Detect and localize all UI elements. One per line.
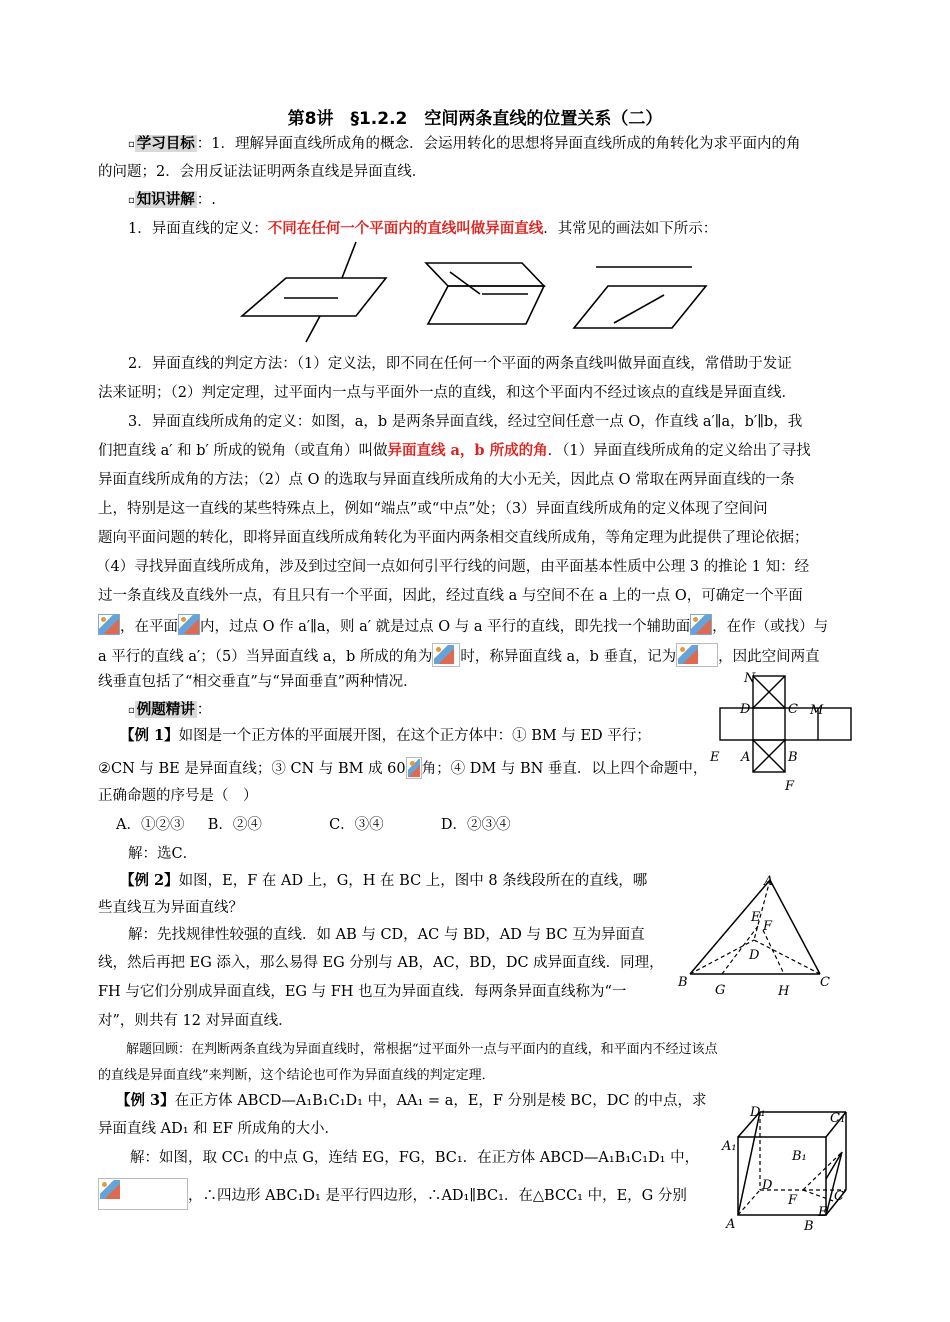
tetra-label-F: F — [763, 919, 773, 934]
cube-label-B1: B₁ — [792, 1149, 807, 1164]
tetra-label-B: B — [678, 975, 688, 990]
cube-figure — [716, 1102, 856, 1236]
judgement-line-2: 法来证明；（2）判定定理，过平面内一点与平面外一点的直线，和这个平面内不经过该点的直线是异面直线． — [98, 385, 796, 401]
net-label-N: N — [744, 671, 756, 686]
angle-def-line-1: 3．异面直线所成角的定义：如图，a，b 是两条异面直线，经过空间任意一点 O，作直线 a′∥a，b′∥b，我 — [128, 414, 803, 430]
skew-figure-1 — [242, 242, 386, 342]
angle-def-line-10: 线垂直包括了“相交垂直”与“异面垂直”两种情况． — [98, 674, 418, 690]
tetrahedron-figure — [672, 870, 842, 1000]
example-3-line-1: 【例 3】在正方体 ABCD—A₁B₁C₁D₁ 中，AA₁ = a，E，F 分别是棱 BC，DC 的中点，求 — [116, 1092, 707, 1109]
angle-def-line-9: a 平行的直线 a′；（5）当异面直线 a，b 所成的角为 时，称异面直线 a，b 垂直，记为 ，因此空间两直 — [98, 643, 820, 667]
missing-image-icon — [676, 643, 718, 667]
angle-def-line-3: 异面直线所成角的方法；（2）点 O 的选取与异面直线所成角的大小无关，因此点 O 常取在两异面直线的一条 — [98, 472, 795, 488]
example-2-line-1: 【例 2】如图，E，F 在 AD 上，G，H 在 BC 上，图中 8 条线段所在的直线，哪 — [120, 872, 648, 889]
example-1-options — [116, 815, 511, 835]
page-title: 第8讲 §1.2.2 空间两条直线的位置关系（二） — [287, 109, 663, 129]
example-2-line-4: 线，然后再把 EG 添入，那么易得 EG 分别与 AB，AC，BD，DC 成异面直线．同理， — [98, 955, 664, 971]
cube-label-A: A — [726, 1217, 736, 1232]
angle-def-line-8: ，在平面 内，过点 O 作 a′∥a，则 a′ 就是过点 O 与 a 平行的直线，即先找一个辅助面 ，在作（或找）与 — [98, 614, 828, 637]
cube-label-B: B — [804, 1219, 814, 1234]
cube-net-figure — [702, 668, 862, 798]
cube-label-D: D — [762, 1178, 773, 1193]
option-b: B．②④ — [207, 817, 262, 833]
skew-figure-3 — [574, 267, 706, 328]
missing-image-icon — [406, 757, 422, 779]
net-label-D: D — [740, 702, 751, 717]
example-3-line-3: 解：如图，取 CC₁ 的中点 G，连结 EG，FG，BC₁．在正方体 ABCD—A₁B₁C₁D₁ 中， — [130, 1150, 700, 1166]
learning-goals-line-1: ▫ 学习目标 ：1．理解异面直线所成角的概念．会运用转化的思想将异面直线所成的角转化为求平面内的角 — [128, 135, 801, 152]
net-label-E: E — [710, 750, 720, 765]
learning-goals-label: 学习目标 — [136, 135, 195, 152]
example-3-line-2: 异面直线 AD₁ 和 EF 所成角的大小． — [98, 1121, 339, 1137]
tetra-label-G: G — [715, 983, 726, 998]
cube-label-D1: D₁ — [750, 1105, 766, 1120]
cube-label-E: E — [818, 1205, 828, 1220]
net-label-M: M — [810, 703, 824, 718]
option-c: C．③④ — [329, 817, 384, 833]
definition-highlight: 不同在任何一个平面内的直线叫做异面直线 — [267, 220, 544, 237]
cube-label-A1: A₁ — [722, 1139, 737, 1154]
missing-image-icon — [690, 614, 712, 635]
missing-image-icon — [432, 643, 460, 667]
tetra-label-D: D — [749, 948, 760, 963]
example-2-line-6: 对”，则共有 12 对异面直线． — [98, 1013, 293, 1029]
review-line-2: 的直线是异面直线”来判断，这个结论也可作为异面直线的判定定理． — [98, 1068, 495, 1083]
angle-def-line-4: 上，特别是这一直线的某些特殊点上，例如“端点”或“中点”处；（3）异面直线所成角的定义体现了空间问 — [98, 501, 768, 517]
cube-label-C1: C₁ — [830, 1111, 846, 1126]
tetra-label-E: E — [751, 910, 761, 925]
net-label-A: A — [741, 750, 751, 765]
example-1-line-2: ②CN 与 BE 是异面直线；③ CN 与 BM 成 60 角；④ DM 与 BN 垂直．以上四个命题中， — [98, 757, 707, 779]
angle-def-highlight: 异面直线 a，b 所成的角 — [387, 442, 548, 459]
example-3-line-4: ，∴四边形 ABC₁D₁ 是平行四边形，∴AD₁∥BC₁．在△BCC₁ 中，E，G 分别 — [98, 1178, 687, 1210]
missing-image-icon — [98, 1178, 188, 1210]
net-label-C: C — [788, 702, 798, 717]
net-label-F: F — [785, 779, 795, 794]
examples-heading: ▫ 例题精讲 ： — [128, 701, 212, 718]
example-2-line-3: 解：先找规律性较强的直线．如 AB 与 CD，AC 与 BD，AD 与 BC 互为异面直 — [128, 927, 645, 943]
example-1-line-3: 正确命题的序号是（ ） — [98, 788, 258, 804]
angle-def-line-6: （4）寻找异面直线所成角，涉及到过空间一点如何引平行线的问题，由平面基本性质中公理 3 的推论 1 知：经 — [96, 559, 810, 575]
example-2-line-2: 些直线互为异面直线？ — [98, 900, 243, 916]
tetra-label-C: C — [820, 975, 830, 990]
example-1-line-1: 【例 1】如图是一个正方体的平面展开图，在这个正方体中：① BM 与 ED 平行； — [120, 727, 651, 744]
angle-def-line-2: 们把直线 a′ 和 b′ 所成的锐角（或直角）叫做异面直线 a，b 所成的角．（1）异面直线所成角的定义给出了寻找 — [98, 442, 811, 459]
missing-image-icon — [98, 614, 120, 635]
net-label-B: B — [788, 750, 798, 765]
cube-label-F: F — [788, 1193, 798, 1208]
judgement-line-1: 2．异面直线的判定方法：（1）定义法，即不同在任何一个平面的两条直线叫做异面直线，常借助于发证 — [128, 356, 792, 372]
knowledge-heading: ▫ 知识讲解 ：. — [128, 191, 216, 208]
definition-line: 1．异面直线的定义：不同在任何一个平面内的直线叫做异面直线．其常见的画法如下所示： — [128, 220, 718, 237]
cube-label-C: C — [834, 1189, 844, 1204]
skew-figure-2 — [426, 263, 544, 324]
learning-goals-line-2: 的问题；2．会用反证法证明两条直线是异面直线． — [98, 164, 427, 180]
tetra-label-H: H — [778, 984, 790, 999]
skew-lines-figures — [236, 238, 711, 348]
option-d: D．②③④ — [440, 817, 511, 833]
option-a: A．①②③ — [116, 817, 185, 833]
review-line-1: 解题回顾：在判断两条直线为异面直线时，常根据“过平面外一点与平面内的直线，和平面内不经过该点 — [126, 1042, 718, 1057]
angle-def-line-7: 过一条直线及直线外一点，有且只有一个平面，因此，经过直线 a 与空间不在 a 上的一点 O，可确定一个平面 — [98, 588, 803, 604]
example-1-answer: 解：选C． — [128, 846, 198, 862]
missing-image-icon — [178, 614, 200, 635]
tetra-label-A: A — [764, 874, 774, 889]
angle-def-line-5: 题向平面问题的转化，即将异面直线所成角转化为平面内两条相交直线所成角，等角定理为此提供了理论依据； — [98, 530, 809, 546]
example-2-line-5: FH 与它们分别成异面直线，EG 与 FH 也互为异面直线．每两条异面直线称为“一 — [98, 984, 627, 1000]
